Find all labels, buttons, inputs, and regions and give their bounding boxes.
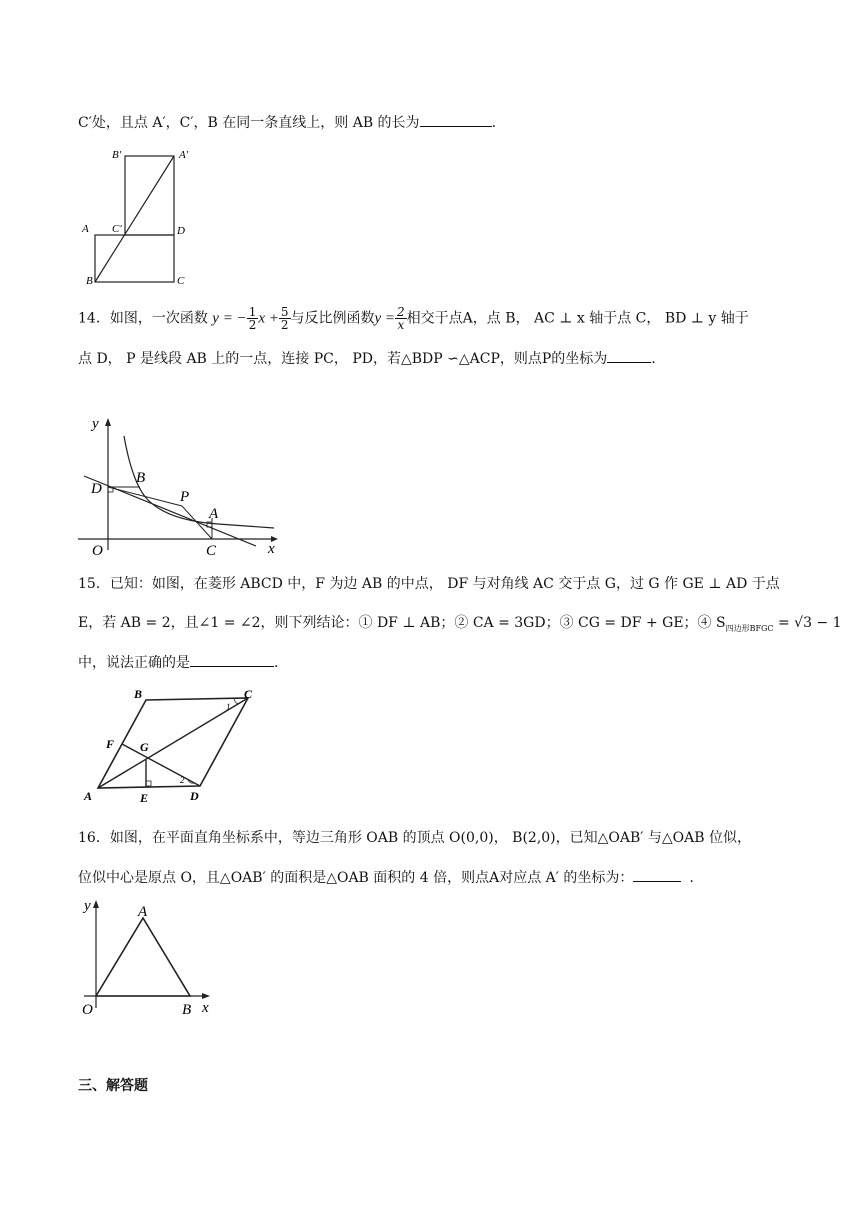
q16-figure	[78, 894, 218, 1024]
answer-blank[interactable]	[607, 348, 651, 363]
label-E: E	[140, 791, 149, 805]
label-B: B	[134, 687, 143, 701]
q15-text-line3: 中，说法正确的是 .	[78, 652, 278, 673]
answer-blank[interactable]	[420, 112, 492, 127]
label-A: A	[209, 506, 219, 522]
label-B: B	[136, 470, 146, 486]
label-F: F	[106, 737, 115, 751]
label-Bprime: B′	[112, 149, 122, 161]
section-heading: 三、解答题	[78, 1078, 148, 1094]
fraction: $\frac{5}{2}$	[280, 305, 289, 332]
label-O: O	[92, 543, 103, 559]
fraction: $\frac{1}{2}$	[248, 305, 257, 332]
q13-text: C′处，且点 A′，C′，B 在同一条直线上，则 AB 的长为	[78, 115, 420, 131]
q15-figure	[78, 686, 268, 808]
label-P: P	[180, 489, 190, 505]
q16-text-line1: 16．如图，在平面直角坐标系中，等边三角形 OAB 的顶点 O(0,0)， B(2,0)，已知△OAB′ 与△OAB 位似，	[78, 830, 751, 846]
label-y: y	[92, 416, 99, 432]
label-angle1: 1	[226, 702, 231, 712]
q15-text-line2: E，若 AB = 2，且∠1 = ∠2，则下列结论：① DF ⊥ AB；② CA = 3GD；③ CG = DF + GE；④ $S_{四边形BFGC} = √3 - 1$	[78, 615, 842, 633]
label-O: O	[82, 1002, 93, 1018]
label-y: y	[84, 898, 91, 914]
label-x: x	[202, 1000, 209, 1016]
label-A: A	[138, 904, 148, 920]
answer-blank[interactable]	[190, 652, 274, 667]
label-A: A	[82, 223, 89, 235]
label-G: G	[140, 740, 149, 754]
label-Aprime: A′	[179, 149, 189, 161]
q16-text-line2: 位似中心是原点 O，且△OAB′ 的面积是△OAB 面积的 4 倍，则点A对应点 A′ 的坐标为： .	[78, 867, 694, 888]
label-B: B	[182, 1002, 192, 1018]
fraction: $\frac{2}{x}$	[397, 305, 405, 332]
answer-blank[interactable]	[633, 867, 681, 882]
q14-text-line1: 14．如图，一次函数 y = − $\frac{1}{2}$ x + $\frac{5}{2}$ 与反比例函数y = $\frac{2}{x}$ 相交于点A，点 B， AC ⊥ x 轴于点 C， BD ⊥ y 轴于	[78, 305, 749, 332]
label-C: C	[206, 543, 217, 559]
q14-text-line2: 点 D， P 是线段 AB 上的一点，连接 PC， PD，若△BDP ∽△ACP，则点P的坐标为 .	[78, 348, 656, 369]
q13-figure	[78, 140, 208, 290]
label-angle2: 2	[180, 775, 185, 785]
q14-figure	[78, 410, 288, 560]
label-Cprime: C′	[112, 223, 122, 235]
label-x: x	[268, 541, 275, 557]
label-D: D	[91, 481, 102, 497]
label-D: D	[190, 789, 199, 803]
label-C: C	[177, 275, 185, 287]
label-D: D	[177, 225, 185, 237]
label-B: B	[86, 275, 93, 287]
q15-text-line1: 15．已知：如图，在菱形 ABCD 中，F 为边 AB 的中点， DF 与对角线 AC 交于点 G，过 G 作 GE ⊥ AD 于点	[78, 576, 780, 592]
label-A: A	[84, 789, 93, 803]
label-C: C	[244, 687, 253, 701]
q13-text-line: C′处，且点 A′，C′，B 在同一条直线上，则 AB 的长为 .	[78, 112, 496, 133]
